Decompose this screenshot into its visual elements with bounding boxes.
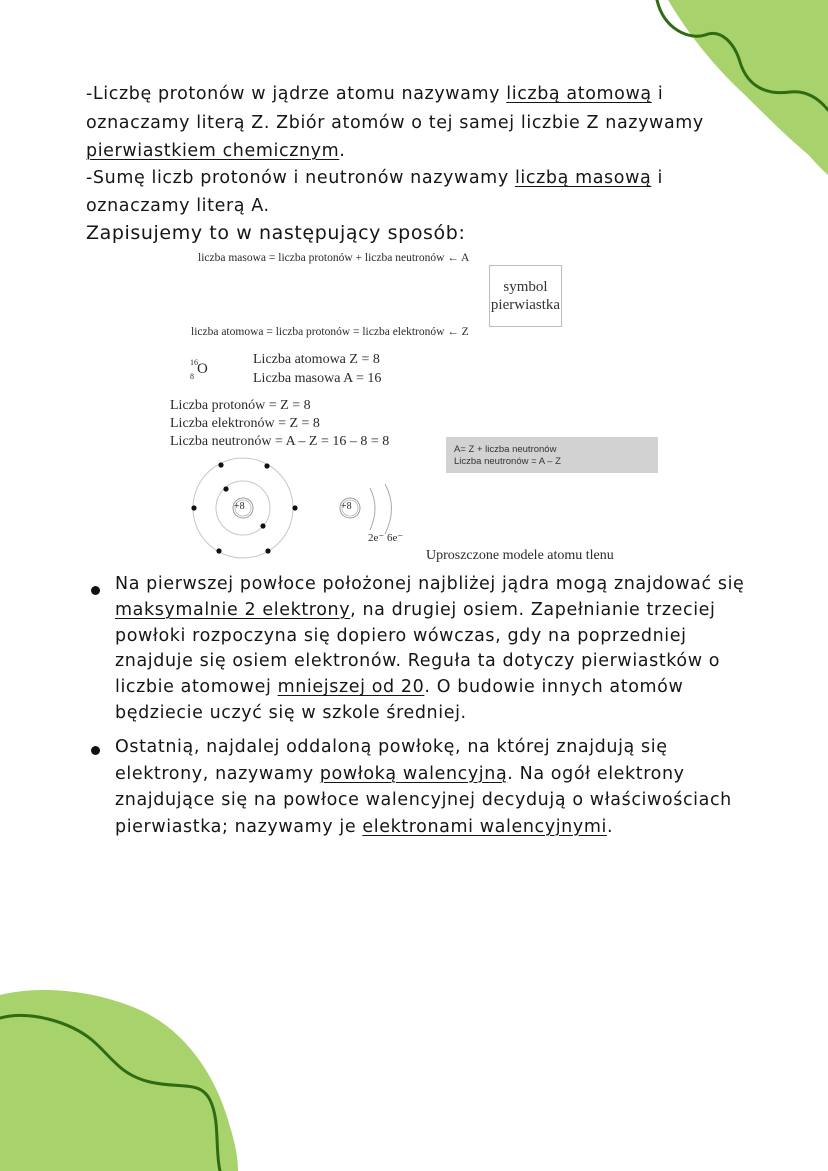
text: pierwiastka; nazywamy je — [115, 816, 363, 837]
proton-count: Liczba protonów = Z = 8 — [170, 398, 311, 413]
text: , na drugiej osiem. Zapełnianie trzeciej — [350, 599, 716, 620]
neutron-count: Liczba neutronów = A – Z = 16 – 8 = 8 — [170, 434, 390, 449]
text: znajdujące się na powłoce walencyjnej decydują o właściwościach — [115, 790, 732, 810]
text: znajduje się osiem elektronów. Reguła ta dotyczy pierwiastków o — [115, 651, 721, 672]
formula-line: A= Z + liczba neutronów — [454, 444, 557, 455]
bullet-line — [115, 703, 467, 723]
bullet-point — [91, 746, 100, 755]
intro-line: Zapisujemy to w następujący sposób: — [86, 222, 466, 244]
bullet-line — [115, 574, 744, 594]
text: . O budowie innych atomów — [424, 677, 684, 698]
bullet-line — [115, 817, 613, 837]
oxygen-atom-models — [170, 450, 430, 565]
paragraph-2-line-2: oznaczamy literą A. — [86, 196, 270, 216]
oxygen-mass-number: 16 — [190, 358, 198, 367]
bullet-point — [91, 586, 100, 595]
text: -Sumę liczb protonów i neutronów nazywamy — [86, 168, 515, 188]
paragraph-1-line-1 — [86, 84, 663, 104]
mass-number-definition: liczba masowa = liczba protonów + liczba neutronów ← A — [198, 252, 470, 264]
underlined-term: mniejszej od 20 — [277, 677, 425, 698]
bullet-line — [115, 764, 685, 784]
oxygen-mass-number-fact: Liczba masowa A = 16 — [253, 371, 382, 386]
text: . — [339, 141, 346, 161]
underlined-term: maksymalnie 2 elektrony — [115, 599, 351, 620]
diagram-caption: Uproszczone modele atomu tlenu — [426, 548, 614, 563]
text: powłoki rozpoczyna się dopiero wówczas, gdy na poprzedniej — [115, 625, 687, 646]
bullet-line — [115, 737, 668, 757]
text: Na pierwszej powłoce położonej najbliżej jądra mogą znajdować się — [115, 574, 745, 594]
text: . — [606, 816, 614, 837]
text: elektrony, nazywamy — [115, 763, 320, 784]
electron-count: Liczba elektronów = Z = 8 — [170, 416, 320, 431]
oxygen-atomic-number: 8 — [190, 372, 194, 381]
term-chemical-element: pierwiastkiem chemicznym — [86, 141, 340, 161]
formula-line: Liczba neutronów = A – Z — [454, 456, 561, 467]
paragraph-1-line-3 — [86, 141, 345, 161]
oxygen-symbol: O — [197, 361, 208, 377]
paragraph-2-line-1 — [86, 168, 663, 188]
nucleus-charge-label: +8 — [234, 501, 245, 512]
shell-electrons-label: 2e⁻ 6e⁻ — [368, 532, 404, 544]
atomic-number-definition: liczba atomowa = liczba protonów = liczba elektronów ← Z — [191, 326, 469, 338]
text: i — [651, 84, 664, 104]
bullet-line — [115, 600, 715, 620]
bullet-line — [115, 790, 732, 810]
text: -Liczbę protonów w jądrze atomu nazywamy — [86, 84, 507, 104]
term-mass-number: liczbą masową — [514, 168, 652, 188]
element-symbol-box — [489, 265, 562, 327]
bullet-line — [115, 677, 683, 697]
term-atomic-number: liczbą atomową — [506, 84, 652, 104]
paragraph-1-line-2: oznaczamy literą Z. Zbiór atomów o tej samej liczbie Z nazywamy — [86, 113, 704, 133]
bullet-line — [115, 651, 720, 671]
text: będziecie uczyć się w szkole średniej. — [115, 703, 467, 723]
element-label: pierwiastka — [490, 297, 561, 313]
underlined-term: powłoką walencyjną — [319, 763, 508, 784]
text: . Na ogół elektrony — [507, 763, 685, 784]
bullet-line — [115, 626, 687, 646]
text: Ostatnią, najdalej oddaloną powłokę, na której znajdują się — [115, 737, 668, 757]
symbol-label: symbol — [503, 279, 548, 295]
nucleus-charge-label: +8 — [341, 501, 352, 512]
text: i — [651, 168, 663, 188]
oxygen-atomic-number-fact: Liczba atomowa Z = 8 — [253, 352, 380, 367]
text: liczbie atomowej — [115, 677, 278, 698]
underlined-term: elektronami walencyjnymi — [362, 816, 607, 837]
formula-box — [446, 437, 658, 473]
